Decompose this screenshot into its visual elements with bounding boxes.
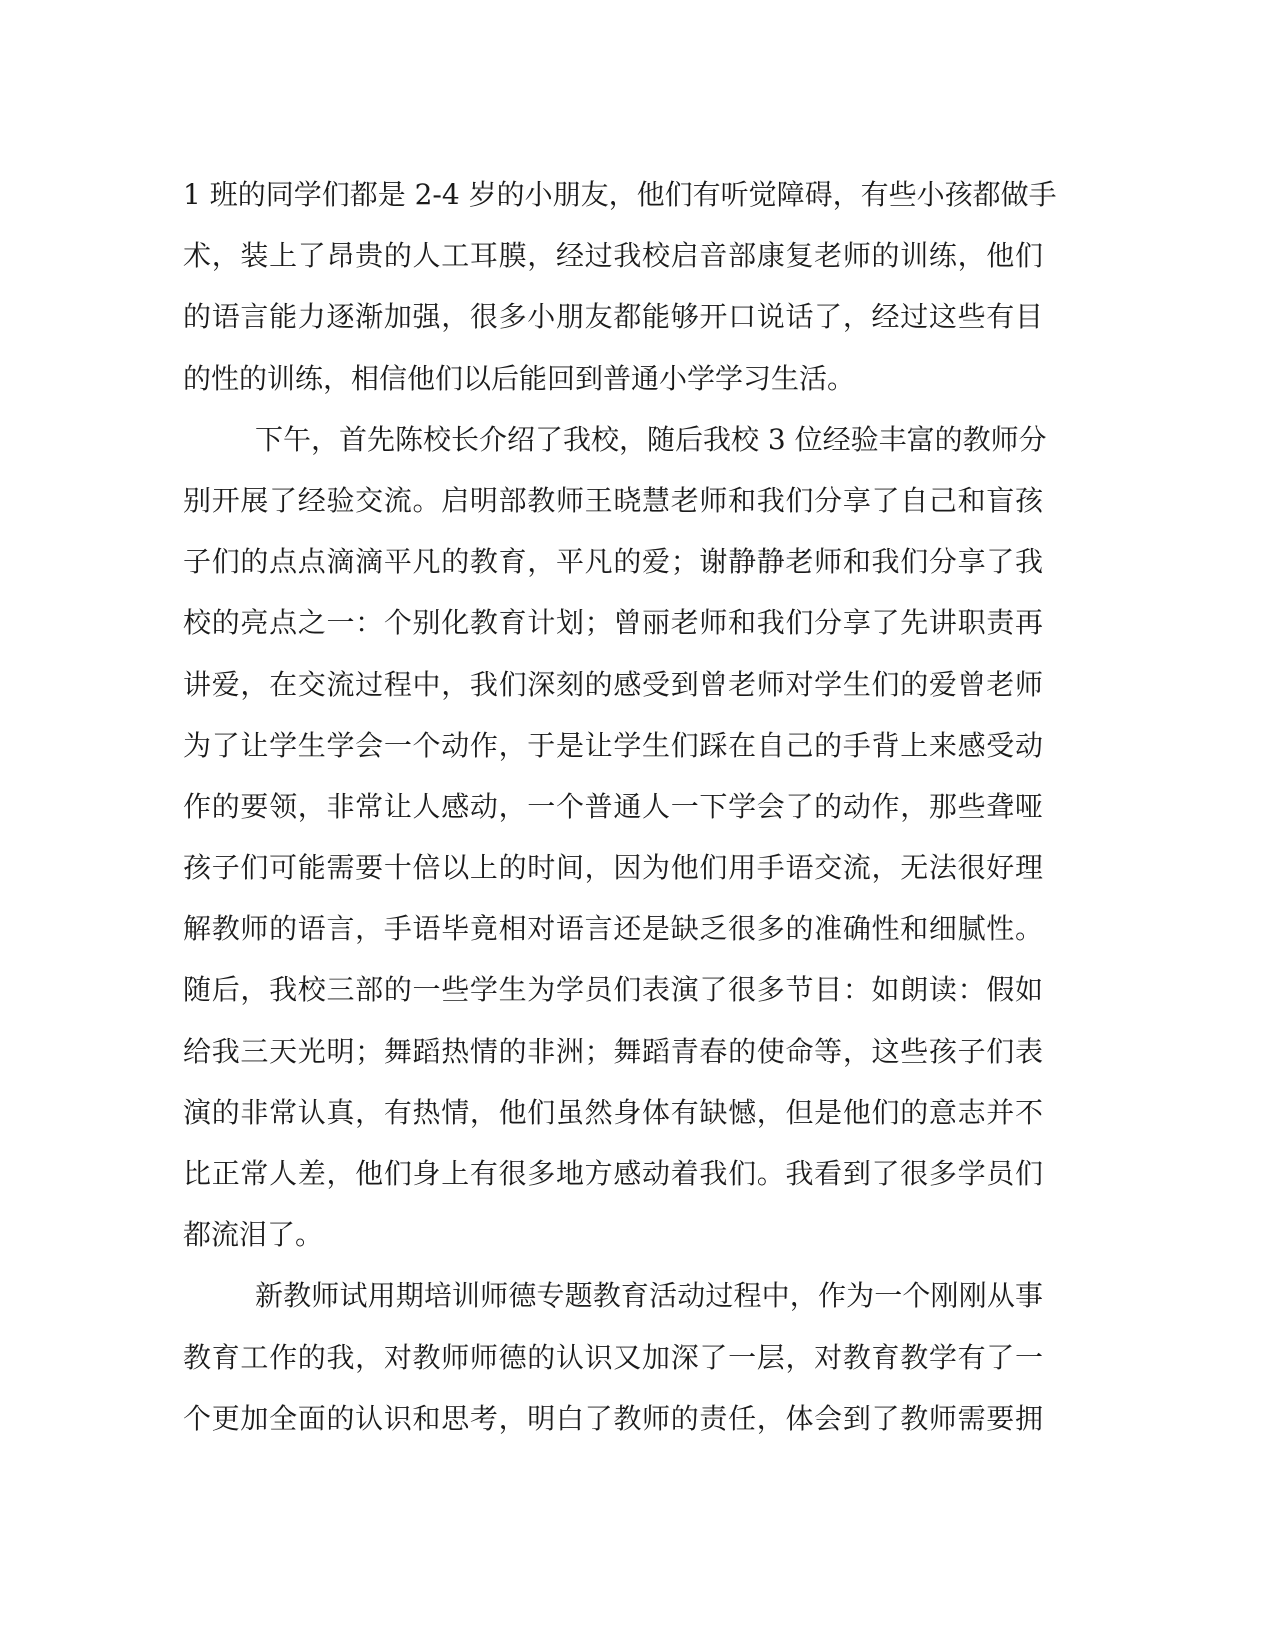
text-line: 子们的点点滴滴平凡的教育，平凡的爱；谢静静老师和我们分享了我 [183, 545, 1043, 579]
text-line: 作的要领，非常让人感动，一个普通人一下学会了的动作，那些聋哑 [183, 789, 1043, 823]
text-line: 新教师试用期培训师德专题教育活动过程中，作为一个刚刚从事 [255, 1279, 1043, 1313]
text-line: 演的非常认真，有热情，他们虽然身体有缺憾，但是他们的意志并不 [183, 1095, 1043, 1129]
text-line: 的性的训练，相信他们以后能回到普通小学学习生活。 [183, 361, 856, 395]
text-line: 给我三天光明；舞蹈热情的非洲；舞蹈青春的使命等，这些孩子们表 [183, 1034, 1043, 1068]
text-line: 术，装上了昂贵的人工耳膜，经过我校启音部康复老师的训练，他们 [183, 239, 1043, 273]
text-line: 下午，首先陈校长介绍了我校，随后我校 3 位经验丰富的教师分 [255, 422, 1047, 456]
text-line: 随后，我校三部的一些学生为学员们表演了很多节目：如朗读：假如 [183, 973, 1043, 1007]
text-line: 1 班的同学们都是 2-4 岁的小朋友，他们有听觉障碍，有些小孩都做手 [183, 178, 1057, 211]
text-line: 讲爱，在交流过程中，我们深刻的感受到曾老师对学生们的爱曾老师 [183, 667, 1043, 701]
text-line: 别开展了经验交流。启明部教师王晓慧老师和我们分享了自己和盲孩 [183, 483, 1043, 517]
text-line: 解教师的语言，手语毕竟相对语言还是缺乏很多的准确性和细腻性。 [183, 912, 1043, 946]
text-line: 都流泪了。 [183, 1218, 324, 1252]
text-line: 为了让学生学会一个动作，于是让学生们踩在自己的手背上来感受动 [183, 728, 1043, 762]
body-text [183, 164, 1057, 1449]
text-line: 个更加全面的认识和思考，明白了教师的责任，体会到了教师需要拥 [183, 1401, 1043, 1435]
text-line: 孩子们可能需要十倍以上的时间，因为他们用手语交流，无法很好理 [183, 851, 1043, 885]
text-line: 教育工作的我，对教师师德的认识又加深了一层，对教育教学有了一 [183, 1340, 1043, 1374]
text-line: 校的亮点之一：个别化教育计划；曾丽老师和我们分享了先讲职责再 [183, 606, 1043, 640]
text-line: 比正常人差，他们身上有很多地方感动着我们。我看到了很多学员们 [183, 1157, 1043, 1190]
text-line: 的语言能力逐渐加强，很多小朋友都能够开口说话了，经过这些有目 [183, 300, 1043, 334]
